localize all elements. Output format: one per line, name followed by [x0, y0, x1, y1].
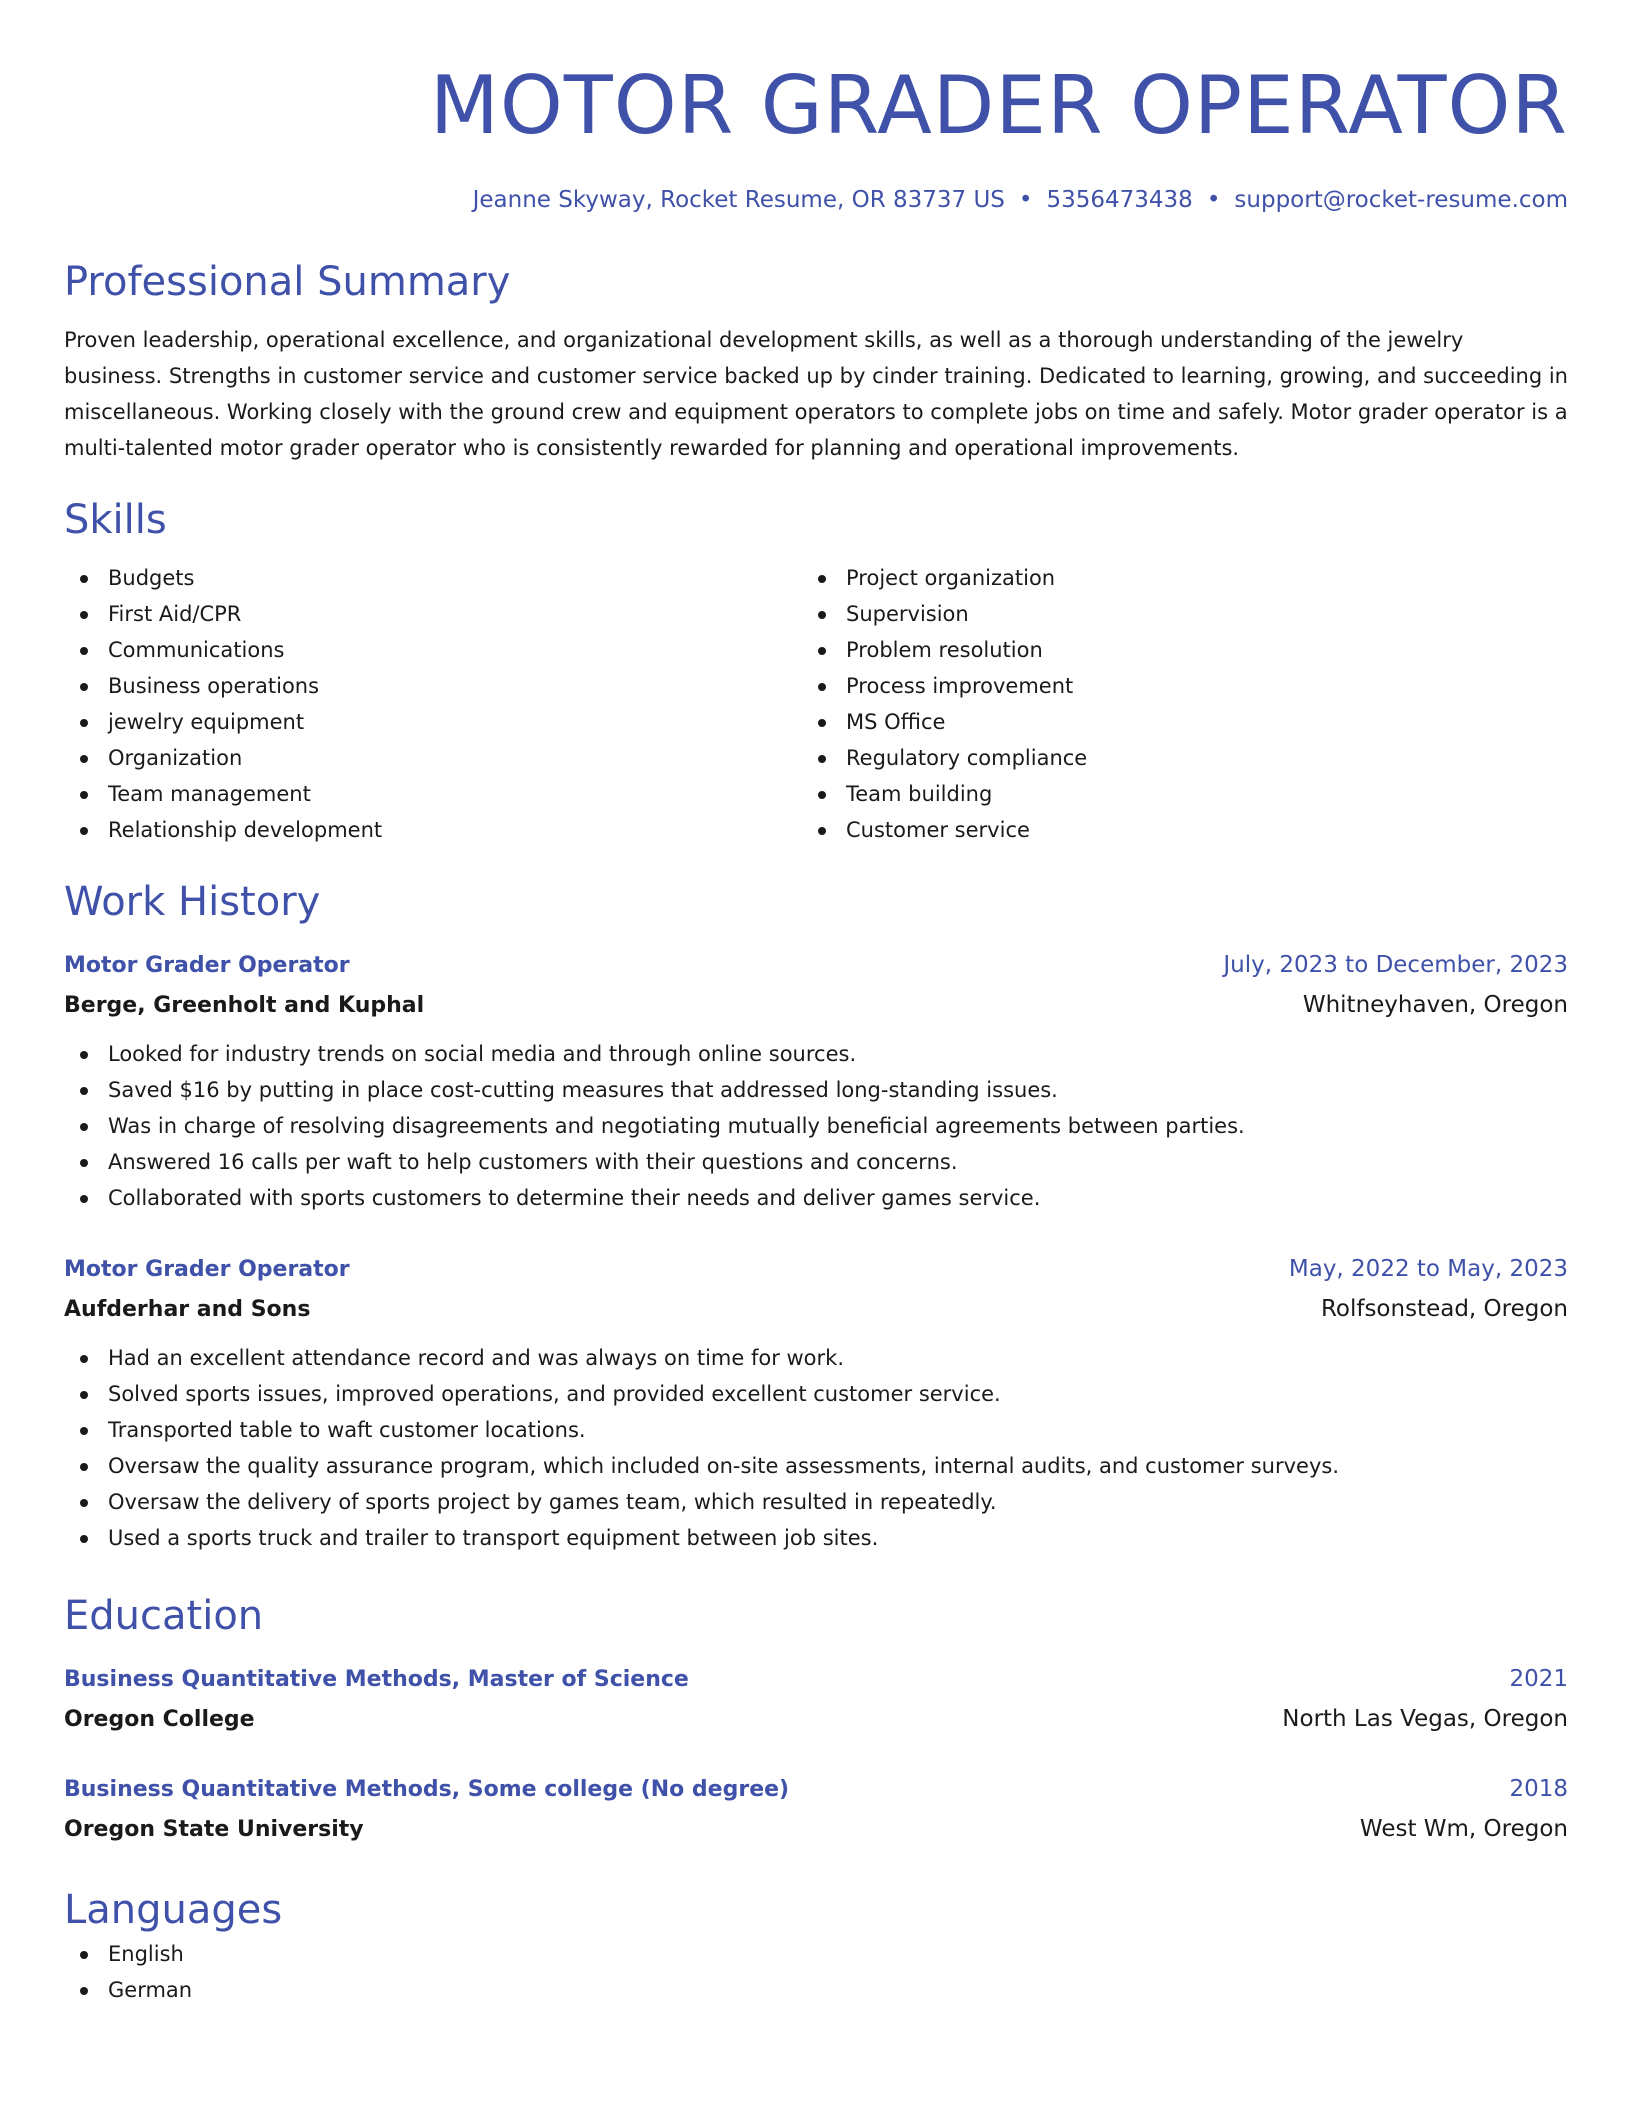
language-item: English [64, 1936, 1568, 1972]
education-title: Education [64, 1593, 264, 1639]
job-role: Motor Grader Operator [64, 953, 350, 978]
contact-separator: • [1206, 187, 1221, 213]
education-degree: Business Quantitative Methods, Some college (No degree) [64, 1777, 790, 1802]
languages-list [64, 1936, 1568, 2008]
job-bullets [64, 1340, 1568, 1556]
resume-header [64, 56, 1568, 216]
job-bullets [64, 1036, 1568, 1216]
summary-text: Proven leadership, operational excellence, and organizational development skills, as well as a thorough understanding of the jewelry business. Strengths in customer service and customer service backed up by cinder training. Dedicated to learning, growing, and succeeding in miscellaneous. Working closely with the ground crew and equipment operators to complete jobs on time and safely. Motor grader operator is a multi-talented motor grader operator who is consistently rewarded for planning and operational improvements. [64, 328, 1568, 460]
education-header-row [64, 1770, 1568, 1809]
skill-item: Relationship development [64, 812, 802, 848]
job-bullet: Oversaw the delivery of sports project by games team, which resulted in repeatedly. [64, 1484, 1568, 1520]
skill-item: Supervision [802, 596, 1540, 632]
work-history-section [64, 876, 1568, 1556]
skill-item: Organization [64, 740, 802, 776]
job-company: Aufderhar and Sons [64, 1297, 311, 1322]
job-header-row [64, 1250, 1568, 1289]
skills-section [64, 494, 1568, 848]
education-entry [64, 1660, 1568, 1740]
skill-item: Project organization [802, 560, 1540, 596]
job-bullet: Solved sports issues, improved operations, and provided excellent customer service. [64, 1376, 1568, 1412]
education-school: Oregon College [64, 1707, 255, 1732]
skills-column-left [64, 560, 802, 848]
contact-phone: 5356473438 [1046, 187, 1193, 213]
skills-list-left [64, 560, 802, 848]
job-title-heading: MOTOR GRADER OPERATOR [429, 59, 1568, 152]
contact-separator: • [1018, 187, 1033, 213]
languages-title: Languages [64, 1887, 283, 1933]
skill-item: Process improvement [802, 668, 1540, 704]
job-location: Whitneyhaven, Oregon [1302, 992, 1568, 1018]
contact-email[interactable]: support@rocket-resume.com [1234, 187, 1568, 213]
job-dates: May, 2022 to May, 2023 [1288, 1256, 1568, 1282]
job-company-row [64, 985, 1568, 1026]
skill-item: Business operations [64, 668, 802, 704]
job-role: Motor Grader Operator [64, 1257, 350, 1282]
skill-item: MS Office [802, 704, 1540, 740]
job-bullet: Saved $16 by putting in place cost-cutting measures that addressed long-standing issues. [64, 1072, 1568, 1108]
education-entry [64, 1770, 1568, 1850]
job-company: Berge, Greenholt and Kuphal [64, 993, 425, 1018]
job-bullet: Was in charge of resolving disagreements and negotiating mutually beneficial agreements between parties. [64, 1108, 1568, 1144]
job-bullet: Had an excellent attendance record and was always on time for work. [64, 1340, 1568, 1376]
education-degree: Business Quantitative Methods, Master of Science [64, 1667, 689, 1692]
job-bullet: Answered 16 calls per waft to help customers with their questions and concerns. [64, 1144, 1568, 1180]
work-history-title: Work History [64, 879, 321, 925]
languages-section [64, 1884, 1568, 2008]
skills-title: Skills [64, 497, 167, 543]
skills-column-right [802, 560, 1540, 848]
skill-item: jewelry equipment [64, 704, 802, 740]
skill-item: Customer service [802, 812, 1540, 848]
contact-address: Jeanne Skyway, Rocket Resume, OR 83737 US [472, 187, 1005, 213]
education-location: West Wm, Oregon [1359, 1816, 1568, 1842]
job-header-row [64, 946, 1568, 985]
summary-section [64, 256, 1568, 466]
education-school: Oregon State University [64, 1817, 364, 1842]
job-dates: July, 2023 to December, 2023 [1223, 952, 1568, 978]
education-location: North Las Vegas, Oregon [1282, 1706, 1568, 1732]
skills-list-right [802, 560, 1540, 848]
summary-title: Professional Summary [64, 259, 511, 305]
education-year: 2018 [1509, 1776, 1568, 1802]
education-year: 2021 [1509, 1666, 1568, 1692]
skills-grid [64, 560, 1568, 848]
education-header-row [64, 1660, 1568, 1699]
skill-item: Budgets [64, 560, 802, 596]
skill-item: Team building [802, 776, 1540, 812]
job-bullet: Used a sports truck and trailer to transport equipment between job sites. [64, 1520, 1568, 1556]
skill-item: Regulatory compliance [802, 740, 1540, 776]
job-location: Rolfsonstead, Oregon [1320, 1296, 1568, 1322]
job-entry [64, 1250, 1568, 1556]
skill-item: Team management [64, 776, 802, 812]
job-company-row [64, 1289, 1568, 1330]
language-item: German [64, 1972, 1568, 2008]
job-bullet: Looked for industry trends on social media and through online sources. [64, 1036, 1568, 1072]
skill-item: First Aid/CPR [64, 596, 802, 632]
education-section [64, 1590, 1568, 1850]
job-bullet: Oversaw the quality assurance program, which included on-site assessments, internal audits, and customer surveys. [64, 1448, 1568, 1484]
skill-item: Communications [64, 632, 802, 668]
contact-line [64, 184, 1568, 216]
skill-item: Problem resolution [802, 632, 1540, 668]
job-entry [64, 946, 1568, 1216]
job-bullet: Transported table to waft customer locations. [64, 1412, 1568, 1448]
education-school-row [64, 1809, 1568, 1850]
education-school-row [64, 1699, 1568, 1740]
job-bullet: Collaborated with sports customers to determine their needs and deliver games service. [64, 1180, 1568, 1216]
